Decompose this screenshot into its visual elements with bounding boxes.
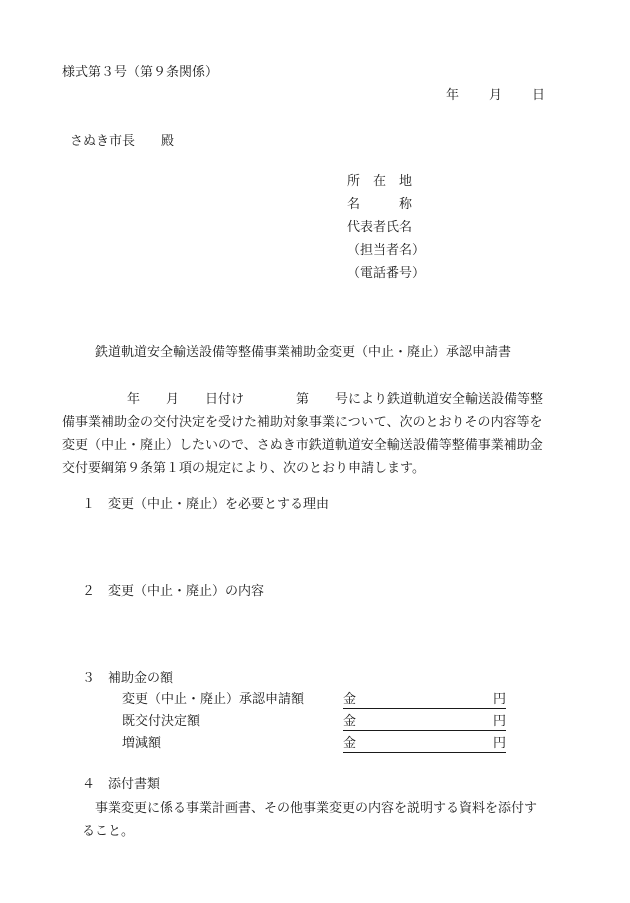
form-number: 様式第３号（第９条関係） [62, 65, 219, 80]
name-label: 名 称 [347, 197, 413, 212]
amount-unit: 円 [492, 736, 506, 751]
section-subsidy-amount: ３ 補助金の額 [82, 671, 174, 686]
body-line: 変更（中止・廃止）したいので、さぬき市鉄道軌道安全輸送設備等整備事業補助金 [62, 438, 543, 453]
amount-unit: 円 [492, 714, 506, 729]
document-title: 鉄道軌道安全輸送設備等整備事業補助金変更（中止・廃止）承認申請書 [95, 345, 512, 360]
date-year: 年 [446, 88, 460, 103]
date-line [446, 87, 545, 105]
representative-label: 代表者氏名 [347, 220, 413, 235]
contact-person-label: （担当者名） [347, 243, 426, 258]
amount-prefix: 金 [343, 692, 357, 707]
amount-prefix: 金 [343, 714, 357, 729]
body-line: 交付要綱第９条第１項の規定により、次のとおり申請します。 [62, 461, 425, 476]
amount-field [343, 691, 506, 709]
attachment-paragraph [82, 797, 602, 843]
section-reason: １ 変更（中止・廃止）を必要とする理由 [82, 497, 330, 512]
amount-field [343, 735, 506, 753]
date-day: 日 [532, 88, 546, 103]
amount-unit: 円 [492, 692, 506, 707]
applicant-block [347, 173, 425, 288]
address-label: 所 在 地 [347, 174, 413, 189]
amount-label: 増減額 [122, 736, 162, 751]
amount-field [343, 713, 506, 731]
body-line: 年 月 日付け 第 号により鉄道軌道安全輸送設備等整 [62, 392, 544, 407]
amount-prefix: 金 [343, 736, 357, 751]
amount-label: 変更（中止・廃止）承認申請額 [122, 692, 305, 707]
phone-label: （電話番号） [347, 266, 426, 281]
amount-row-granted [122, 713, 506, 733]
section-content: ２ 変更（中止・廃止）の内容 [82, 584, 265, 599]
date-month: 月 [489, 88, 503, 103]
attachment-line: 事業変更に係る事業計画書、その他事業変更の内容を説明する資料を添付す [82, 801, 538, 816]
body-paragraph [62, 388, 582, 480]
addressee: さぬき市長 殿 [70, 134, 175, 149]
amount-label: 既交付決定額 [122, 714, 201, 729]
section-attachments: ４ 添付書類 [82, 777, 161, 792]
amount-row-requested [122, 691, 506, 711]
body-line: 備事業補助金の交付決定を受けた補助対象事業について、次のとおりその内容等を [62, 415, 543, 430]
amount-row-difference [122, 735, 506, 755]
attachment-line: ること。 [82, 824, 135, 839]
